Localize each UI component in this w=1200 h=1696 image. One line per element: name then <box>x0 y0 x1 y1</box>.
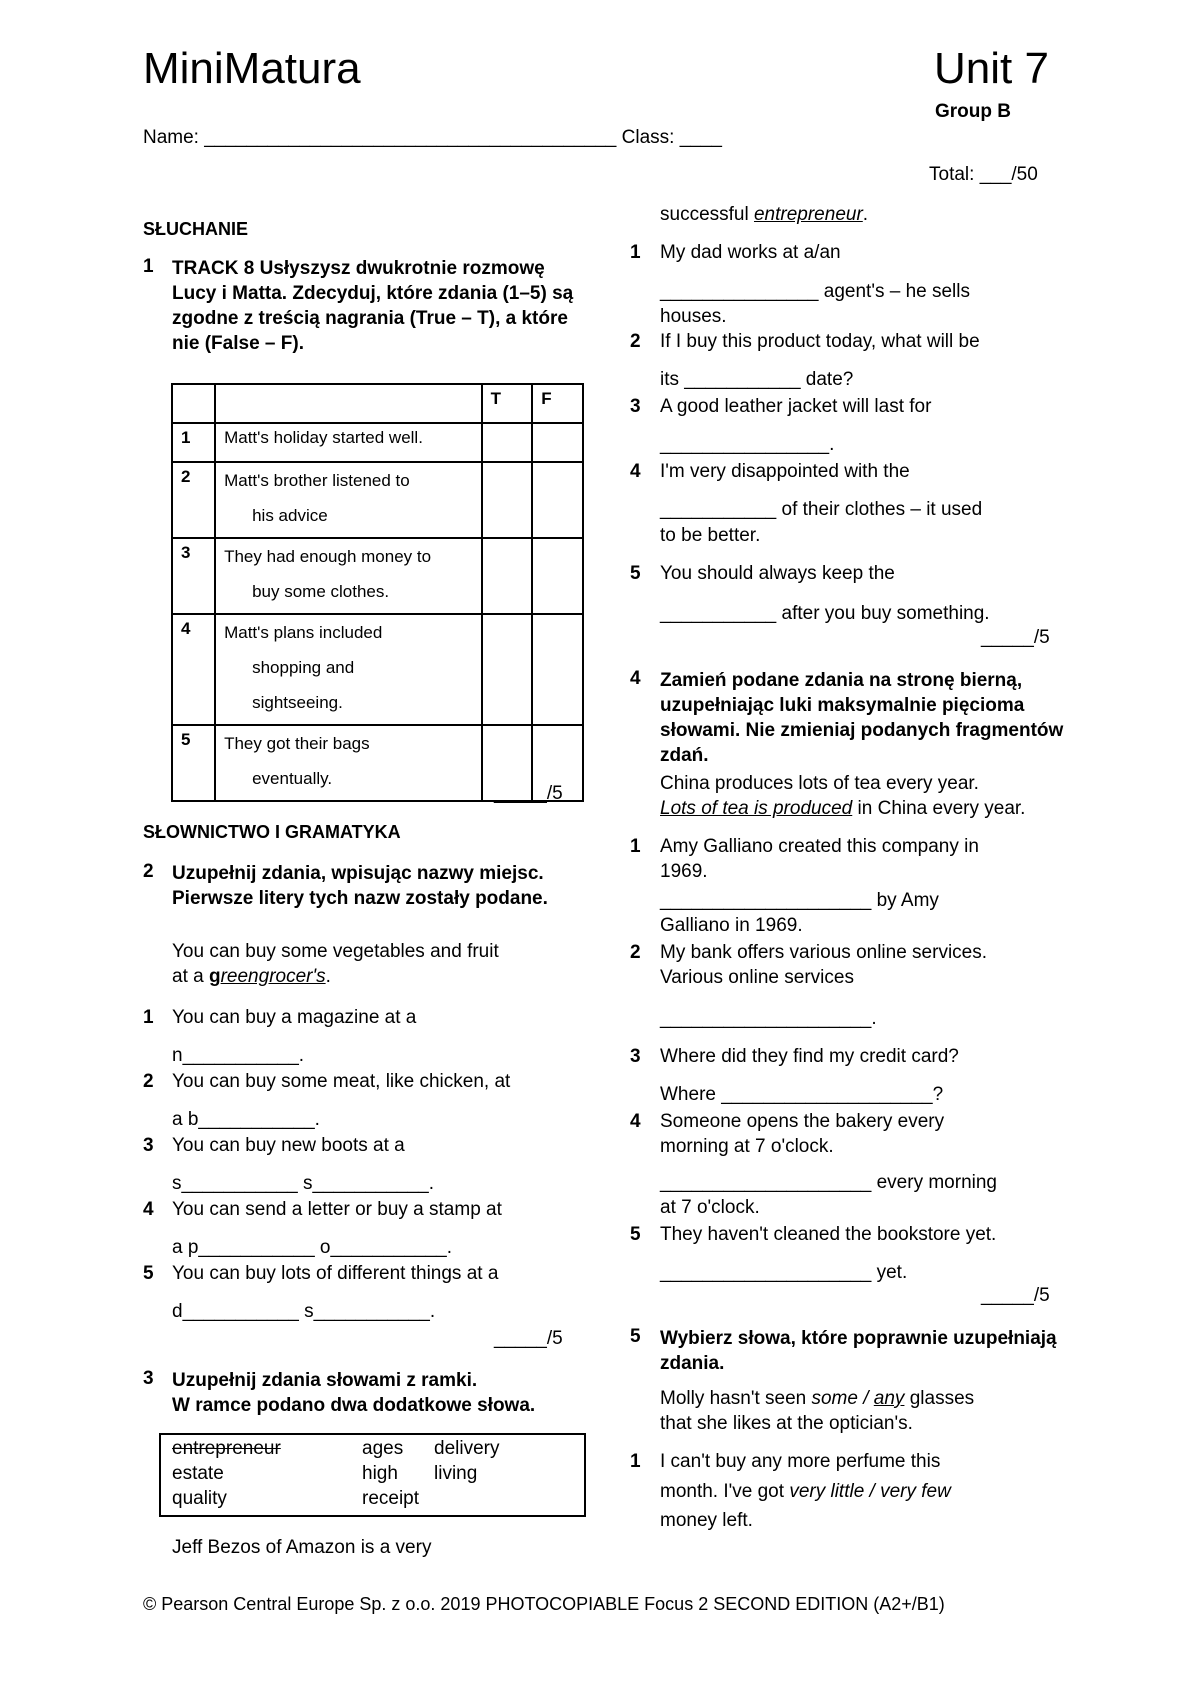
task4-example-line1: China produces lots of tea every year. <box>660 773 979 794</box>
item-text: 1969. <box>660 861 708 882</box>
item-text: They haven't cleaned the bookstore yet. <box>660 1224 997 1245</box>
answer-blank[interactable]: ___________ after you buy something. <box>660 603 990 624</box>
task3-example-line2: successful entrepreneur. <box>660 204 869 225</box>
table-row <box>172 538 583 614</box>
item-text: You can send a letter or buy a stamp at <box>172 1199 502 1220</box>
answer-cell-f[interactable] <box>532 538 583 614</box>
answer-blank[interactable]: Where ____________________? <box>660 1084 944 1105</box>
word-box-word: ages <box>362 1438 404 1459</box>
answer-cell-t[interactable] <box>482 423 533 462</box>
item-text: Various online services <box>660 967 854 988</box>
word-box-word: entrepreneur <box>172 1438 281 1459</box>
task5-instruction: Wybierz słowa, które poprawnie uzupełniają zdania. <box>660 1328 1057 1374</box>
answer-blank[interactable]: n___________. <box>172 1045 305 1066</box>
item-number: 4 <box>143 1199 154 1220</box>
worksheet-title: MiniMatura <box>143 44 361 93</box>
item-text: to be better. <box>660 525 761 546</box>
answer-blank[interactable]: its ___________ date? <box>660 369 854 390</box>
row-number: 4 <box>172 614 215 725</box>
item-text: morning at 7 o'clock. <box>660 1136 834 1157</box>
item-number: 1 <box>143 1007 154 1028</box>
table-row <box>172 423 583 462</box>
true-false-table <box>171 383 584 802</box>
answer-cell-t[interactable] <box>482 614 533 725</box>
unit-label: Unit 7 <box>934 44 1049 93</box>
task-number: 4 <box>630 668 641 689</box>
statement: Matt's holiday started well. <box>215 423 481 462</box>
total-score: Total: ___/50 <box>929 164 1038 185</box>
item-number: 4 <box>630 461 641 482</box>
answer-blank[interactable]: d___________ s___________. <box>172 1301 436 1322</box>
item-number: 5 <box>143 1263 154 1284</box>
task2-example-line2: at a greengrocer's. <box>172 966 331 987</box>
item-number: 2 <box>143 1071 154 1092</box>
statement: Matt's plans included shopping and sightseeing. <box>215 614 481 725</box>
item-text: I can't buy any more perfume this <box>660 1451 941 1472</box>
group-label: Group B <box>935 101 1011 122</box>
table-row <box>172 614 583 725</box>
task3-instruction-line1: Uzupełnij zdania słowami z ramki. <box>172 1370 478 1391</box>
word-box-word: receipt <box>362 1488 420 1509</box>
item-text: Someone opens the bakery every <box>660 1111 945 1132</box>
column-f: F <box>532 384 583 423</box>
listening-heading: SŁUCHANIE <box>143 219 249 239</box>
task5-example-line1: Molly hasn't seen some / any glasses <box>660 1388 975 1409</box>
word-box-word: estate <box>172 1463 224 1484</box>
item-text: If I buy this product today, what will be <box>660 331 980 352</box>
item-text: You can buy new boots at a <box>172 1135 405 1156</box>
item-text: You can buy lots of different things at a <box>172 1263 499 1284</box>
item-text: You should always keep the <box>660 563 895 584</box>
item-number: 2 <box>630 331 641 352</box>
answer-cell-f[interactable] <box>532 462 583 538</box>
answer-cell-t[interactable] <box>482 538 533 614</box>
item-number: 5 <box>630 563 641 584</box>
item-number: 3 <box>630 396 641 417</box>
item-text: Where did they find my credit card? <box>660 1046 959 1067</box>
item-text: Galliano in 1969. <box>660 915 803 936</box>
vocab-heading: SŁOWNICTWO I GRAMATYKA <box>143 822 401 842</box>
task-number: 5 <box>630 1326 641 1347</box>
item-number: 1 <box>630 1451 641 1472</box>
column-t: T <box>482 384 533 423</box>
task-number: 3 <box>143 1368 154 1389</box>
answer-blank[interactable]: ____________________. <box>660 1008 877 1029</box>
answer-blank[interactable]: s___________ s___________. <box>172 1173 435 1194</box>
task3-score: _____/5 <box>981 627 1050 648</box>
answer-cell-t[interactable] <box>482 462 533 538</box>
word-box <box>159 1433 586 1517</box>
item-text: A good leather jacket will last for <box>660 396 932 417</box>
task3-example-line1: Jeff Bezos of Amazon is a very <box>172 1537 432 1558</box>
item-text: My bank offers various online services. <box>660 942 988 963</box>
answer-blank[interactable]: a p___________ o___________. <box>172 1237 453 1258</box>
name-class-line: Name: _______________________________________ Class: ____ <box>143 127 722 148</box>
item-text: money left. <box>660 1510 753 1531</box>
item-choice-line[interactable]: month. I've got very little / very few <box>660 1481 951 1502</box>
answer-blank[interactable]: ____________________ by Amy <box>660 890 939 911</box>
task2-instruction: Uzupełnij zdania, wpisując nazwy miejsc. Pierwsze litery tych nazw zostały podane. <box>172 863 548 909</box>
item-text: You can buy a magazine at a <box>172 1007 417 1028</box>
word-box-word: quality <box>172 1488 227 1509</box>
item-text: at 7 o'clock. <box>660 1197 760 1218</box>
answer-blank[interactable]: a b___________. <box>172 1109 320 1130</box>
answer-cell-f[interactable] <box>532 614 583 725</box>
item-number: 3 <box>630 1046 641 1067</box>
footer-copyright: © Pearson Central Europe Sp. z o.o. 2019 PHOTOCOPIABLE Focus 2 SECOND EDITION (A2+/B1) <box>143 1594 945 1614</box>
answer-cell-f[interactable] <box>532 423 583 462</box>
item-number: 2 <box>630 942 641 963</box>
answer-blank[interactable]: ____________________ yet. <box>660 1262 908 1283</box>
item-number: 5 <box>630 1224 641 1245</box>
statement: They had enough money to buy some clothes. <box>215 538 481 614</box>
task5-example-line2: that she likes at the optician's. <box>660 1413 913 1434</box>
task2-example-line1: You can buy some vegetables and fruit <box>172 941 499 962</box>
task-number: 2 <box>143 861 154 882</box>
statement: Matt's brother listened to his advice <box>215 462 481 538</box>
item-number: 4 <box>630 1111 641 1132</box>
task1-instruction: TRACK 8 Usłyszysz dwukrotnie rozmowę Lucy i Matta. Zdecyduj, które zdania (1–5) są zgodne z treścią nagrania (True – T), a które nie (False – F). <box>172 258 574 354</box>
answer-blank[interactable]: ___________ of their clothes – it used <box>660 499 983 520</box>
word-box-word: delivery <box>434 1438 500 1459</box>
item-number: 1 <box>630 242 641 263</box>
task3-instruction-line2: W ramce podano dwa dodatkowe słowa. <box>172 1395 536 1416</box>
item-text: Amy Galliano created this company in <box>660 836 979 857</box>
word-box-word: high <box>362 1463 398 1484</box>
item-text: My dad works at a/an <box>660 242 841 263</box>
row-number: 3 <box>172 538 215 614</box>
row-number: 2 <box>172 462 215 538</box>
word-box-word: living <box>434 1463 478 1484</box>
task4-example-line2: Lots of tea is produced in China every year. <box>660 798 1026 819</box>
table-row <box>172 462 583 538</box>
row-number: 1 <box>172 423 215 462</box>
answer-blank[interactable]: ________________. <box>660 434 835 455</box>
item-number: 1 <box>630 836 641 857</box>
item-number: 3 <box>143 1135 154 1156</box>
task-number: 1 <box>143 256 154 277</box>
statement: They got their bags eventually. <box>215 725 481 801</box>
answer-blank[interactable]: _______________ agent's – he sells <box>660 281 971 302</box>
row-number: 5 <box>172 725 215 801</box>
task4-instruction: Zamień podane zdania na stronę bierną, uzupełniając luki maksymalnie pięcioma słowami. Nie zmieniaj podanych fragmentów zdań. <box>660 670 1064 766</box>
item-text: I'm very disappointed with the <box>660 461 910 482</box>
task4-score: _____/5 <box>981 1285 1050 1306</box>
task2-score: _____/5 <box>494 1328 563 1349</box>
item-text: You can buy some meat, like chicken, at <box>172 1071 511 1092</box>
item-text: houses. <box>660 306 727 327</box>
task1-score: _____/5 <box>494 783 563 804</box>
answer-blank[interactable]: ____________________ every morning <box>660 1172 997 1193</box>
